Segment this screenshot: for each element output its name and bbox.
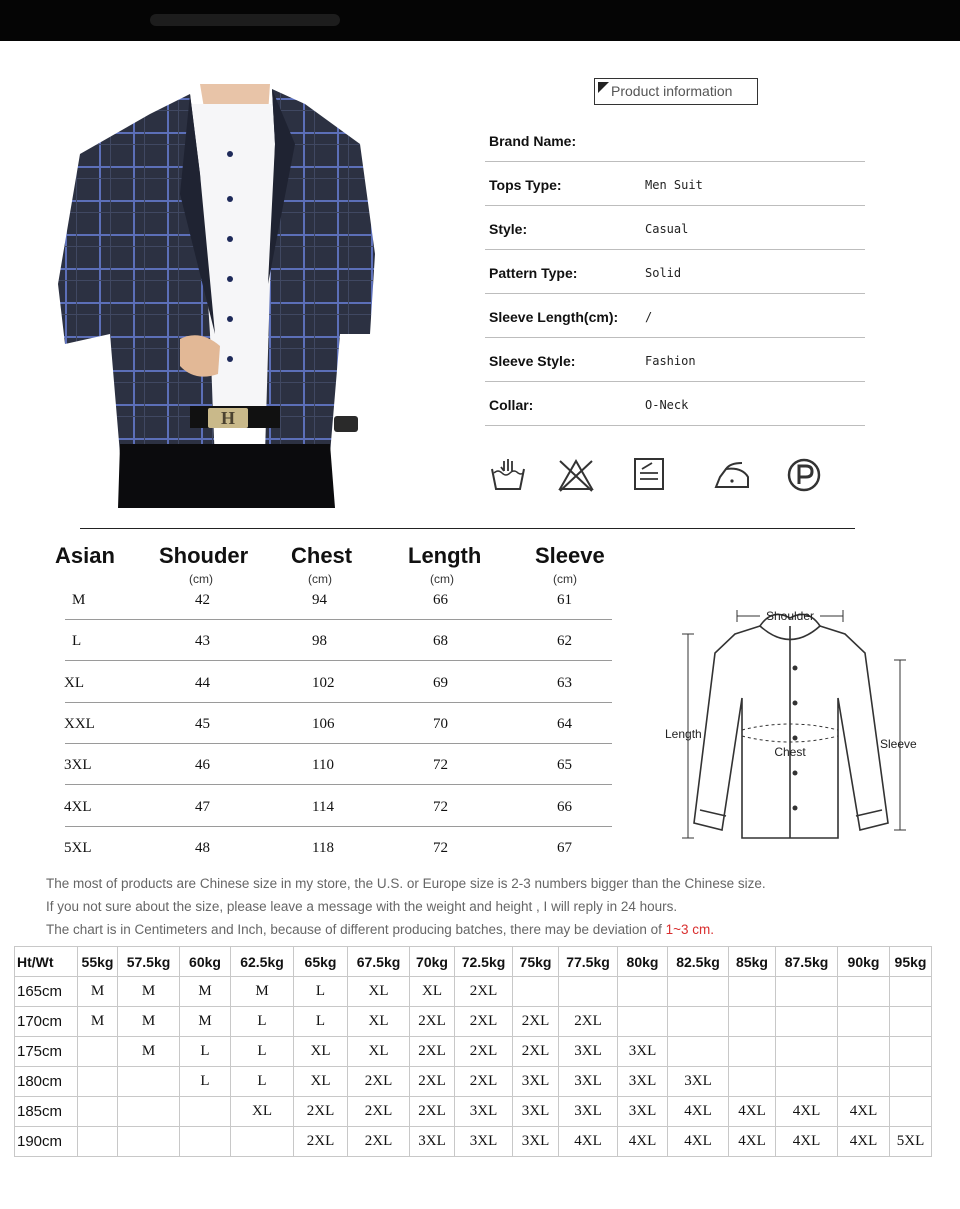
size-value: 98 [312, 633, 327, 650]
weight-header: 95kg [890, 947, 932, 977]
size-cell: 3XL [618, 1067, 668, 1097]
size-value: 63 [557, 674, 572, 691]
height-label: 180cm [15, 1067, 78, 1097]
size-cell: M [118, 1037, 180, 1067]
table-row [15, 1037, 932, 1067]
hw-header-row [15, 947, 932, 977]
info-label: Tops Type: [489, 177, 562, 193]
product-information-title [594, 78, 758, 105]
weight-header: 90kg [838, 947, 890, 977]
size-cell: 2XL [513, 1037, 559, 1067]
info-label: Pattern Type: [489, 265, 578, 281]
size-cell: 2XL [455, 1037, 513, 1067]
size-value: 44 [195, 674, 210, 691]
size-row-divider [65, 702, 612, 703]
size-cell [776, 977, 838, 1007]
size-cell [776, 1007, 838, 1037]
weight-header: 67.5kg [348, 947, 410, 977]
info-value: / [645, 310, 653, 324]
banner-smudge [150, 14, 340, 26]
size-value: 72 [433, 798, 448, 815]
size-value: 47 [195, 798, 210, 815]
size-cell: 2XL [455, 977, 513, 1007]
size-value: 61 [557, 592, 572, 608]
size-cell [776, 1037, 838, 1067]
size-cell: 2XL [348, 1127, 410, 1157]
info-value: Solid [645, 266, 682, 280]
dry-clean-p-icon [784, 455, 824, 495]
size-value: 110 [312, 757, 334, 774]
size-cell: XL [410, 977, 455, 1007]
size-value: 66 [557, 798, 572, 815]
height-label: 190cm [15, 1127, 78, 1157]
size-cell: 4XL [668, 1097, 729, 1127]
diagram-label-chest: Chest [774, 745, 806, 759]
size-header-asian: Asian [55, 543, 115, 568]
size-cell: 3XL [513, 1067, 559, 1097]
info-row-brand [485, 118, 865, 162]
size-cell: M [118, 977, 180, 1007]
weight-header: 60kg [180, 947, 231, 977]
size-value: 62 [557, 633, 572, 650]
size-value: 72 [433, 839, 448, 856]
size-row-divider [65, 826, 612, 827]
size-cell: L [231, 1067, 294, 1097]
weight-header: 77.5kg [559, 947, 618, 977]
size-value: 48 [195, 839, 210, 856]
size-label: 3XL [64, 757, 92, 774]
size-cell: 2XL [559, 1007, 618, 1037]
size-row-divider [65, 784, 612, 785]
deviation-range: 1~3 cm. [665, 922, 715, 937]
size-cell: 2XL [294, 1127, 348, 1157]
size-header-length: Length [408, 543, 482, 568]
size-cell [838, 1067, 890, 1097]
size-cell: 3XL [668, 1067, 729, 1097]
info-value: Fashion [645, 354, 696, 368]
tumble-dry-icon [630, 455, 670, 495]
size-cell [838, 1037, 890, 1067]
info-row-collar [485, 382, 865, 426]
weight-header: 62.5kg [231, 947, 294, 977]
size-value: 67 [557, 839, 572, 856]
diagram-label-length: Length [665, 727, 702, 741]
size-cell [729, 1037, 776, 1067]
table-row [15, 1007, 932, 1037]
size-value: 118 [312, 839, 334, 856]
size-cell: 2XL [410, 1097, 455, 1127]
iron-icon [712, 455, 752, 495]
weight-header: 82.5kg [668, 947, 729, 977]
size-header-shoulder: Shouder [159, 543, 249, 568]
size-header-chest: Chest [291, 543, 353, 568]
size-value: 46 [195, 757, 210, 774]
size-cell [729, 977, 776, 1007]
height-label: 170cm [15, 1007, 78, 1037]
info-label: Style: [489, 221, 528, 237]
diagram-label-shoulder: Shoulder [765, 609, 815, 623]
note-line-1: The most of products are Chinese size in my store, the U.S. or Europe size is 2-3 numbers bigger than the Chinese size. [46, 876, 766, 891]
size-cell [78, 1097, 118, 1127]
height-weight-size-table [14, 946, 932, 1157]
note-line-3 [46, 922, 714, 937]
size-cell [180, 1097, 231, 1127]
size-cell: L [231, 1007, 294, 1037]
info-row-sleeve-style [485, 338, 865, 382]
svg-text:H: H [220, 408, 236, 428]
size-cell [78, 1067, 118, 1097]
size-cell [618, 1007, 668, 1037]
size-cell: XL [348, 977, 410, 1007]
size-cell [513, 977, 559, 1007]
size-value: 65 [557, 757, 572, 774]
section-divider [80, 528, 855, 529]
no-bleach-icon [556, 455, 596, 495]
size-cell: XL [294, 1037, 348, 1067]
size-cell: 2XL [410, 1067, 455, 1097]
size-cell [890, 1007, 932, 1037]
size-header-sleeve: Sleeve [535, 543, 605, 568]
size-cell: 2XL [410, 1007, 455, 1037]
info-row-pattern-type [485, 250, 865, 294]
size-value: 42 [195, 592, 210, 608]
size-cell: 5XL [890, 1127, 932, 1157]
size-cell: XL [348, 1037, 410, 1067]
size-unit: (cm) [430, 572, 454, 586]
size-cell [668, 977, 729, 1007]
size-label: XXL [64, 715, 95, 732]
product-photo [50, 84, 380, 508]
size-cell: XL [231, 1097, 294, 1127]
shirt-measurement-diagram [660, 598, 920, 848]
size-cell: 3XL [513, 1127, 559, 1157]
note-line-2: If you not sure about the size, please leave a message with the weight and height , I will reply in 24 hours. [46, 899, 678, 914]
note-line-3-text: The chart is in Centimeters and Inch, because of different producing batches, there may be deviation of [46, 922, 666, 937]
info-row-sleeve-length [485, 294, 865, 338]
info-label: Collar: [489, 397, 534, 413]
weight-header: 57.5kg [118, 947, 180, 977]
size-cell: 2XL [455, 1007, 513, 1037]
size-cell: XL [348, 1007, 410, 1037]
size-cell: 3XL [559, 1067, 618, 1097]
size-label: 4XL [64, 798, 92, 815]
size-cell: 4XL [559, 1127, 618, 1157]
size-cell [559, 977, 618, 1007]
size-cell: 3XL [618, 1097, 668, 1127]
diagram-label-sleeve: Sleeve [880, 737, 917, 751]
hand-wash-icon [488, 455, 528, 495]
size-value: 94 [312, 592, 327, 608]
size-cell [890, 977, 932, 1007]
size-cell: L [180, 1067, 231, 1097]
info-value: Men Suit [645, 178, 703, 192]
size-row-divider [65, 619, 612, 620]
size-cell [729, 1067, 776, 1097]
info-label: Sleeve Length(cm): [489, 309, 619, 325]
size-cell: 3XL [410, 1127, 455, 1157]
size-cell [78, 1037, 118, 1067]
size-row-divider [65, 743, 612, 744]
size-cell: L [294, 977, 348, 1007]
size-row-divider [65, 660, 612, 661]
size-value: 106 [312, 715, 335, 732]
size-value: 102 [312, 674, 335, 691]
size-cell [618, 977, 668, 1007]
size-cell [890, 1097, 932, 1127]
size-value: 68 [433, 633, 448, 650]
height-label: 185cm [15, 1097, 78, 1127]
size-cell: L [294, 1007, 348, 1037]
size-cell [729, 1007, 776, 1037]
size-value: 43 [195, 633, 210, 650]
title-corner-mark [598, 82, 609, 93]
size-cell: M [180, 977, 231, 1007]
size-cell: 2XL [410, 1037, 455, 1067]
size-cell: 4XL [668, 1127, 729, 1157]
info-label: Brand Name: [489, 133, 577, 149]
size-value: 64 [557, 715, 572, 732]
size-label: M [72, 592, 86, 608]
weight-header: 72.5kg [455, 947, 513, 977]
size-cell [78, 1127, 118, 1157]
size-cell: M [78, 977, 118, 1007]
weight-header: 87.5kg [776, 947, 838, 977]
size-cell: L [231, 1037, 294, 1067]
size-cell: M [180, 1007, 231, 1037]
weight-header: 80kg [618, 947, 668, 977]
size-cell: 4XL [618, 1127, 668, 1157]
size-cell: 2XL [348, 1097, 410, 1127]
size-cell: 3XL [559, 1097, 618, 1127]
size-cell: 4XL [729, 1097, 776, 1127]
size-cell: L [180, 1037, 231, 1067]
product-information-label: Product information [611, 83, 733, 99]
size-label: XL [64, 674, 84, 691]
size-cell [180, 1127, 231, 1157]
weight-header: 75kg [513, 947, 559, 977]
size-cell: 3XL [559, 1037, 618, 1067]
size-cell: 3XL [455, 1127, 513, 1157]
size-cell [231, 1127, 294, 1157]
size-cell: 3XL [618, 1037, 668, 1067]
weight-header: 70kg [410, 947, 455, 977]
info-value: Casual [645, 222, 689, 236]
table-row [15, 977, 932, 1007]
size-cell: 3XL [513, 1097, 559, 1127]
weight-header: 85kg [729, 947, 776, 977]
size-cell: XL [294, 1067, 348, 1097]
size-unit: (cm) [553, 572, 577, 586]
size-cell [890, 1037, 932, 1067]
table-row [15, 1127, 932, 1157]
size-value: 114 [312, 798, 334, 815]
height-label: 175cm [15, 1037, 78, 1067]
table-row [15, 1097, 932, 1127]
size-cell: 4XL [776, 1127, 838, 1157]
size-cell [838, 1007, 890, 1037]
size-value: 72 [433, 757, 448, 774]
size-unit: (cm) [308, 572, 332, 586]
size-label: L [72, 633, 82, 650]
hw-corner-label: Ht/Wt [15, 947, 78, 977]
size-cell [118, 1127, 180, 1157]
size-value: 69 [433, 674, 448, 691]
info-label: Sleeve Style: [489, 353, 576, 369]
size-cell: 4XL [729, 1127, 776, 1157]
info-row-style [485, 206, 865, 250]
size-cell: 2XL [348, 1067, 410, 1097]
size-cell: 2XL [455, 1067, 513, 1097]
size-cell: 3XL [455, 1097, 513, 1127]
size-cell: 2XL [513, 1007, 559, 1037]
size-value: 70 [433, 715, 448, 732]
size-cell: 2XL [294, 1097, 348, 1127]
size-value: 66 [433, 592, 448, 608]
weight-header: 55kg [78, 947, 118, 977]
product-info-table [485, 118, 865, 426]
size-cell [890, 1067, 932, 1097]
table-row [15, 1067, 932, 1097]
size-cell: M [78, 1007, 118, 1037]
weight-header: 65kg [294, 947, 348, 977]
size-cell [118, 1097, 180, 1127]
size-cell: M [118, 1007, 180, 1037]
size-cell [668, 1037, 729, 1067]
size-cell [668, 1007, 729, 1037]
size-cell: 4XL [838, 1097, 890, 1127]
size-cell [838, 977, 890, 1007]
info-row-tops-type [485, 162, 865, 206]
size-label: 5XL [64, 839, 92, 856]
size-cell: 4XL [776, 1097, 838, 1127]
size-cell [118, 1067, 180, 1097]
size-cell: 4XL [838, 1127, 890, 1157]
size-cell: M [231, 977, 294, 1007]
size-cell [776, 1067, 838, 1097]
height-label: 165cm [15, 977, 78, 1007]
size-value: 45 [195, 715, 210, 732]
info-value: O-Neck [645, 398, 689, 412]
size-unit: (cm) [189, 572, 213, 586]
top-banner [0, 0, 960, 41]
